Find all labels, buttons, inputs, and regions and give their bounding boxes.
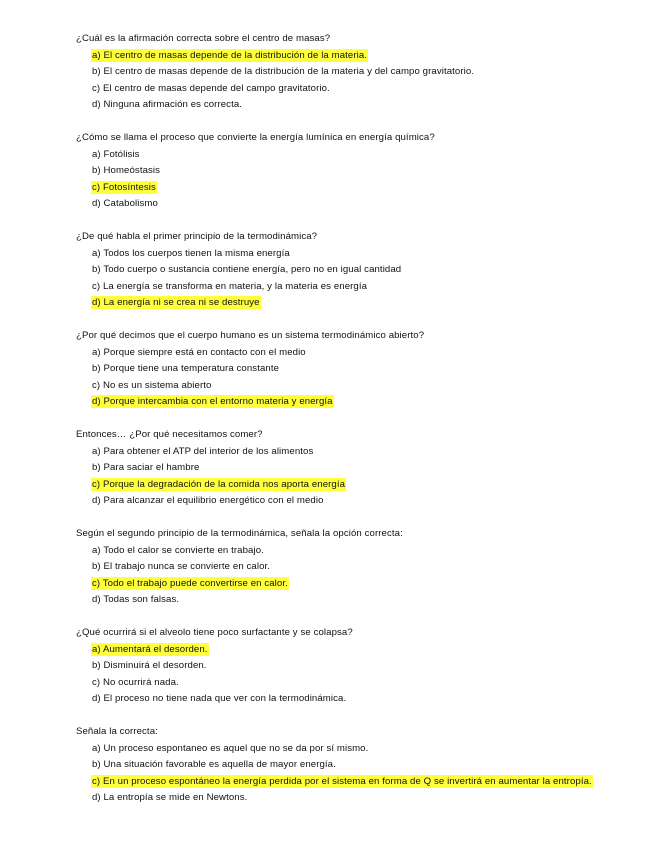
answer-option bbox=[76, 493, 646, 510]
answer-option bbox=[76, 790, 646, 807]
answer-option-correct bbox=[76, 477, 646, 494]
answer-option bbox=[76, 279, 646, 296]
answer-text: d) Catabolismo bbox=[92, 198, 158, 209]
answer-option-correct bbox=[76, 180, 646, 197]
question-text: Señala la correcta: bbox=[76, 726, 158, 737]
highlighted-answer-text: a) Aumentará el desorden. bbox=[92, 643, 208, 655]
answer-option bbox=[76, 658, 646, 675]
answer-option bbox=[76, 345, 646, 362]
highlighted-answer-text: c) Todo el trabajo puede convertirse en calor. bbox=[92, 577, 288, 589]
question-block bbox=[76, 328, 646, 411]
question-block bbox=[76, 31, 646, 114]
answer-text: b) Porque tiene una temperatura constante bbox=[92, 363, 280, 374]
answer-text: a) Todo el calor se convierte en trabajo. bbox=[92, 544, 264, 556]
answer-option bbox=[76, 691, 646, 708]
answer-option-correct bbox=[76, 774, 646, 791]
answer-option bbox=[76, 81, 646, 98]
highlighted-answer-text: d) Porque intercambia con el entorno materia y energía bbox=[92, 396, 333, 407]
answer-option-correct bbox=[76, 394, 646, 411]
answer-option bbox=[76, 163, 646, 180]
question-block bbox=[76, 724, 646, 807]
answer-text: d) Para alcanzar el equilibrio energético con el medio bbox=[92, 495, 324, 506]
question-text: ¿Por qué decimos que el cuerpo humano es un sistema termodinámico abierto? bbox=[76, 330, 425, 341]
question-text: ¿De qué habla el primer principio de la termodinámica? bbox=[76, 231, 318, 242]
answer-option bbox=[76, 757, 646, 774]
answer-option bbox=[76, 675, 646, 692]
question-text: ¿Cuál es la afirmación correcta sobre el centro de masas? bbox=[76, 33, 331, 44]
answer-text: b) El trabajo nunca se convierte en calor. bbox=[92, 561, 271, 572]
question-text: ¿Qué ocurrirá si el alveolo tiene poco surfactante y se colapsa? bbox=[76, 627, 353, 638]
answer-text: b) El centro de masas depende de la distribución de la materia y del campo gravitatorio. bbox=[92, 66, 475, 77]
answer-option bbox=[76, 543, 646, 560]
answer-option-correct bbox=[76, 576, 646, 593]
answer-text: d) Todas son falsas. bbox=[92, 594, 180, 605]
answer-text: b) Una situación favorable es aquella de mayor energía. bbox=[92, 759, 336, 770]
answer-text: a) Todos los cuerpos tienen la misma energía bbox=[92, 247, 290, 259]
answer-text: b) Homeóstasis bbox=[92, 165, 161, 176]
answer-option bbox=[76, 147, 646, 164]
quiz-document bbox=[76, 31, 646, 823]
answer-text: a) Fotólisis bbox=[92, 148, 140, 160]
answer-text: b) Disminuirá el desorden. bbox=[92, 660, 207, 671]
answer-text: b) Todo cuerpo o sustancia contiene energía, pero no en igual cantidad bbox=[92, 264, 402, 275]
highlighted-answer-text: d) La energía ni se crea ni se destruye bbox=[92, 297, 260, 308]
answer-text: d) Ninguna afirmación es correcta. bbox=[92, 99, 243, 110]
answer-text: d) El proceso no tiene nada que ver con la termodinámica. bbox=[92, 693, 347, 704]
answer-option bbox=[76, 246, 646, 263]
answer-option bbox=[76, 592, 646, 609]
answer-option bbox=[76, 444, 646, 461]
question-block bbox=[76, 229, 646, 312]
answer-text: d) La entropía se mide en Newtons. bbox=[92, 792, 248, 803]
question-block bbox=[76, 130, 646, 213]
answer-option bbox=[76, 460, 646, 477]
question-text: Según el segundo principio de la termodinámica, señala la opción correcta: bbox=[76, 528, 403, 539]
answer-text: c) No es un sistema abierto bbox=[92, 379, 212, 391]
answer-option-correct bbox=[76, 295, 646, 312]
answer-text: b) Para saciar el hambre bbox=[92, 462, 200, 473]
answer-text: a) Porque siempre está en contacto con el medio bbox=[92, 346, 306, 358]
answer-text: c) La energía se transforma en materia, y la materia es energía bbox=[92, 280, 368, 292]
answer-option-correct bbox=[76, 642, 646, 659]
answer-option bbox=[76, 64, 646, 81]
highlighted-answer-text: c) Porque la degradación de la comida nos aporta energía bbox=[92, 478, 346, 490]
answer-option bbox=[76, 741, 646, 758]
answer-option bbox=[76, 378, 646, 395]
answer-option bbox=[76, 97, 646, 114]
highlighted-answer-text: c) Fotosíntesis bbox=[92, 181, 156, 193]
highlighted-answer-text: a) El centro de masas depende de la distribución de la materia. bbox=[92, 49, 368, 61]
answer-option-correct bbox=[76, 48, 646, 65]
answer-text: a) Un proceso espontaneo es aquel que no se da por sí mismo. bbox=[92, 742, 369, 754]
question-block bbox=[76, 526, 646, 609]
answer-option bbox=[76, 559, 646, 576]
question-text: Entonces… ¿Por qué necesitamos comer? bbox=[76, 429, 263, 440]
answer-text: a) Para obtener el ATP del interior de los alimentos bbox=[92, 445, 314, 457]
answer-text: c) El centro de masas depende del campo gravitatorio. bbox=[92, 82, 330, 94]
answer-text: c) No ocurrirá nada. bbox=[92, 676, 179, 688]
answer-option bbox=[76, 196, 646, 213]
highlighted-answer-text: c) En un proceso espontáneo la energía perdida por el sistema en forma de Q se invertirá en aumentar la entropía. bbox=[92, 775, 592, 787]
answer-option bbox=[76, 262, 646, 279]
answer-option bbox=[76, 361, 646, 378]
question-block bbox=[76, 625, 646, 708]
question-block bbox=[76, 427, 646, 510]
question-text: ¿Cómo se llama el proceso que convierte la energía lumínica en energía química? bbox=[76, 132, 435, 143]
